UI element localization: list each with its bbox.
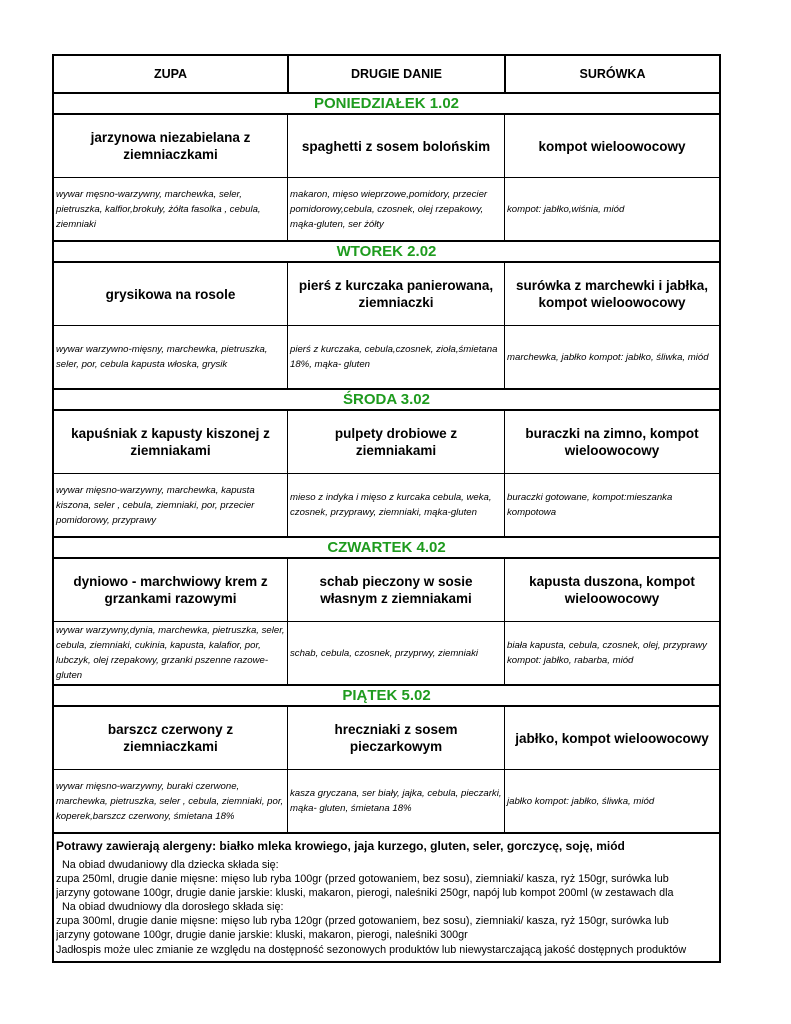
- side-ingredients: kompot: jabłko,wiśnia, miód: [507, 203, 625, 215]
- side-dish: kapusta duszona, kompot wieloowocowy: [504, 559, 719, 621]
- dishes-row: [54, 411, 719, 474]
- side-dish: kompot wieloowocowy: [504, 115, 719, 177]
- main-ingredients: kasza gryczana, ser biały, jajka, cebula, pieczarki, mąka- gluten, śmietana 18%: [290, 788, 502, 814]
- main-dish: hreczniaki z sosem pieczarkowym: [287, 707, 504, 769]
- soup-dish: jarzynowa niezabielana z ziemniaczkami: [90, 130, 251, 162]
- adult-portion-line: jarzyny gotowane 100gr, drugie danie jarskie: kluski, makaron, pierogi, naleśniki 300gr: [56, 929, 468, 942]
- ingredients-row: [54, 622, 719, 686]
- menu-change-note: Jadłospis może ulec zmianie ze względu na dostępność sezonowych produktów lub niewystarczającą jakość dostępnych produktów: [56, 943, 687, 956]
- side-dish: surówka z marchewki i jabłka, kompot wieloowocowy: [504, 263, 719, 325]
- child-portion-line: jarzyny gotowane 100gr, drugie danie jarskie: kluski, makaron, pierogi, naleśniki 250gr, napój lub kompot 200ml (w zestawach dla: [56, 887, 674, 900]
- soup-dish: grysikowa na rosole: [105, 286, 236, 302]
- ingredients-row: [54, 770, 719, 834]
- side-ingredients: marchewka, jabłko kompot: jabłko, śliwka, miód: [507, 351, 709, 363]
- side-ingredients: jabłko kompot: jabłko, śliwka, miód: [507, 795, 655, 807]
- side-dish: jabłko, kompot wieloowocowy: [504, 707, 719, 769]
- adult-portion-title: Na obiad dwudniowy dla dorosłego składa się:: [62, 901, 284, 914]
- header-soup: ZUPA: [153, 67, 188, 81]
- main-dish: schab pieczony w sosie własnym z ziemniakami: [287, 559, 504, 621]
- side-ingredients: buraczki gotowane, kompot:mieszanka kompotowa: [507, 492, 673, 518]
- day-title: WTOREK 2.02: [54, 242, 719, 263]
- side-dish: buraczki na zimno, kompot wieloowocowy: [504, 411, 719, 473]
- dishes-row: [54, 559, 719, 622]
- adult-portion-line: zupa 300ml, drugie danie mięsne: mięso lub ryba 120gr (przed gotowaniem, bez sosu), ziemniaki/ kasza, ryż 150gr, surówka lub: [56, 915, 669, 928]
- ingredients-row: [54, 326, 719, 390]
- soup-dish: dyniowo - marchwiowy krem z grzankami razowymi: [73, 574, 268, 606]
- side-ingredients: biała kapusta, cebula, czosnek, olej, przyprawy kompot: jabłko, rabarba, miód: [507, 640, 707, 666]
- soup-dish: barszcz czerwony z ziemniaczkami: [107, 722, 234, 754]
- main-ingredients: pierś z kurczaka, cebula,czosnek, zioła,śmietana 18%, mąka- gluten: [290, 344, 498, 370]
- soup-ingredients: wywar mięsno-warzywny, marchewka, kapusta kiszona, seler , cebula, ziemniaki, por, przecier pomidorowy, przyprawy: [56, 484, 255, 526]
- footer-notes: [54, 834, 719, 961]
- main-ingredients: makaron, mięso wieprzowe,pomidory, przecier pomidorowy,cebula, czosnek, olej rzepakowy, mąka-gluten, ser żółty: [290, 188, 488, 230]
- child-portion-title: Na obiad dwudaniowy dla dziecka składa się:: [62, 859, 279, 871]
- soup-ingredients: wywar męsno-warzywny, marchewka, seler, pietruszka, kalfior,brokuły, żółta fasolka , cebula, ziemniaki: [56, 188, 261, 230]
- ingredients-row: [54, 474, 719, 538]
- main-ingredients: schab, cebula, czosnek, przyprwy, ziemniaki: [290, 647, 479, 659]
- day-title: PONIEDZIAŁEK 1.02: [54, 94, 719, 115]
- allergens-note: Potrawy zawierają alergeny: białko mleka krowiego, jaja kurzego, gluten, seler, gorczycę, soję, miód: [56, 839, 625, 853]
- child-portion-line: zupa 250ml, drugie danie mięsne: mięso lub ryba 100gr (przed gotowaniem, bez sosu), ziemniaki/ kasza, ryż 150gr, surówka lub: [56, 873, 669, 886]
- header-main-course: DRUGIE DANIE: [287, 56, 504, 92]
- soup-dish: kapuśniak z kapusty kiszonej z ziemniakami: [71, 426, 270, 458]
- soup-ingredients: wywar warzywny,dynia, marchewka, pietruszka, seler, cebula, ziemniaki, cukinia, kapusta, kalafior, por, lubczyk, olej rzepakowy, grzanki pszenne razowe- gluten: [56, 625, 285, 681]
- day-title: ŚRODA 3.02: [54, 390, 719, 411]
- dishes-row: [54, 263, 719, 326]
- dishes-row: [54, 707, 719, 770]
- table-header: [54, 56, 719, 94]
- day-title: PIĄTEK 5.02: [54, 686, 719, 707]
- soup-ingredients: wywar mięsno-warzywny, buraki czerwone, marchewka, pietruszka, seler , cebula, ziemniaki, por, koperek,barszcz czerwony, śmietana 18%: [56, 780, 284, 822]
- main-dish: spaghetti z sosem bolońskim: [287, 115, 504, 177]
- day-title: CZWARTEK 4.02: [54, 538, 719, 559]
- dishes-row: [54, 115, 719, 178]
- header-salad: SURÓWKA: [504, 56, 719, 92]
- menu-table: [52, 54, 721, 963]
- ingredients-row: [54, 178, 719, 242]
- main-dish: pulpety drobiowe z ziemniakami: [287, 411, 504, 473]
- main-ingredients: mieso z indyka i mięso z kurcaka cebula, weka, czosnek, przyprawy, ziemniaki, mąka-gluten: [290, 492, 492, 518]
- soup-ingredients: wywar warzywno-mięsny, marchewka, pietruszka, seler, por, cebula kapusta włoska, grysik: [56, 344, 268, 370]
- main-dish: pierś z kurczaka panierowana, ziemniaczki: [287, 263, 504, 325]
